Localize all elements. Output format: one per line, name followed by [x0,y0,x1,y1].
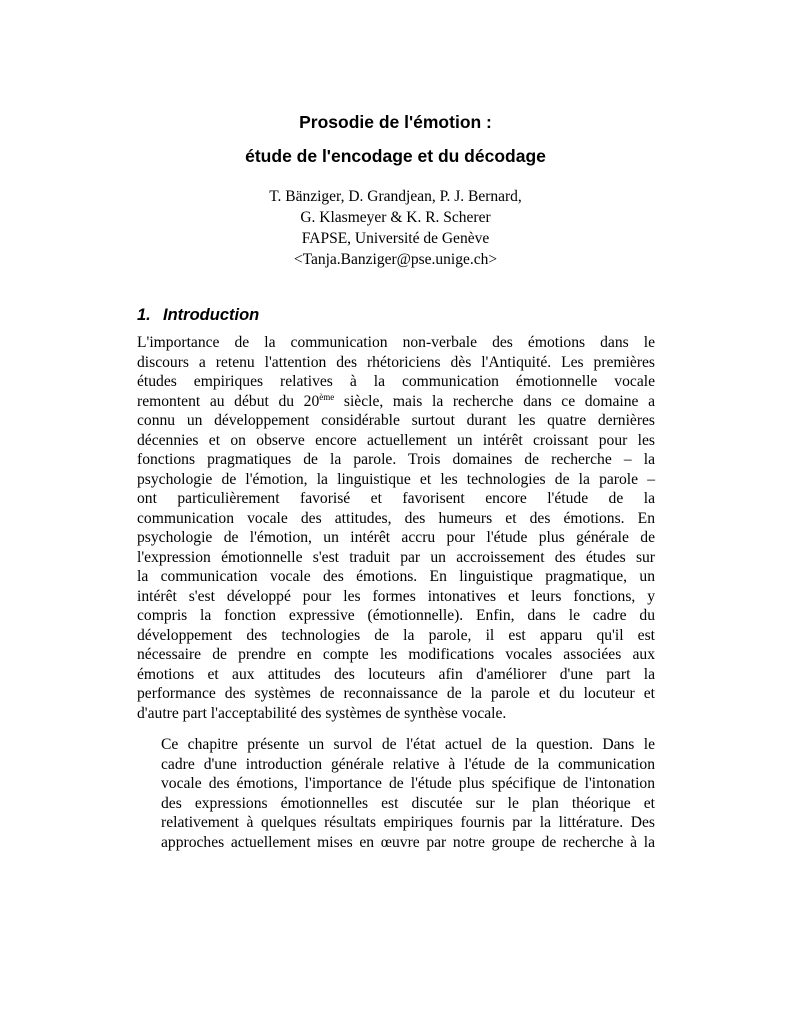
paragraph-1-line: d'autre part l'acceptabilité des systèmes de synthèse vocale. [137,704,507,722]
paragraph-1-line: compris la fonction expressive (émotionnelle). Enfin, dans le cadre du [137,607,655,624]
author-email: <Tanja.Banziger@pse.unige.ch> [293,251,498,268]
paragraph-1-line: L'importance de la communication non-verbale des émotions dans le [137,334,655,351]
section-title: Introduction [163,306,260,324]
paragraph-2-line: des expressions émotionnelles est discutée sur le plan théorique et [161,794,655,812]
paragraph-1 [137,333,655,723]
section-heading [137,306,259,325]
paragraph-1-line: études empiriques relatives à la communication émotionnelle vocale [137,373,655,390]
paragraph-1-line: l'expression émotionnelle s'est traduit par un accroissement des études sur [137,548,655,566]
author-names-line-1: T. Bänziger, D. Grandjean, P. J. Bernard, [269,188,522,205]
paragraph-2 [137,735,655,852]
paragraph-1-line: psychologie de l'émotion, un intérêt accru pour l'étude plus générale de [137,529,655,546]
paragraph-1-line: nécessaire de prendre en compte les modifications vocales associées aux [137,646,655,663]
paragraph-1-line [137,392,655,412]
paragraph-1-line-text: remontent au début du 20 [137,392,320,410]
paragraph-2-line: cadre d'une introduction générale relative à l'étude de la communication [161,755,655,773]
author-names-line-2: G. Klasmeyer & K. R. Scherer [300,209,491,226]
paragraph-1-line: fonctions pragmatiques de la parole. Trois domaines de recherche – la [137,451,655,468]
paragraph-1-line: intérêt s'est développé pour les formes intonatives et leurs fonctions, y [137,587,655,605]
paragraph-1-line: développement des technologies de la parole, il est apparu qu'il est [137,626,655,644]
paragraph-2-line: approches actuellement mises en œuvre par notre groupe de recherche à la [161,833,655,851]
superscript: ème [319,391,335,402]
paragraph-1-line: psychologie de l'émotion, la linguistique et les technologies de la parole – [137,470,655,488]
paragraph-1-line-text: siècle, mais la recherche dans ce domaine a [334,392,655,410]
title-line-2: étude de l'encodage et du décodage [245,146,546,166]
title-line-1: Prosodie de l'émotion : [299,112,492,132]
paragraph-2-line: relativement à quelques résultats empiriques fournis par la littérature. Des [161,814,655,831]
paragraph-1-line: communication vocale des attitudes, des humeurs et des émotions. En [137,509,655,527]
paragraph-1-line: la communication vocale des émotions. En linguistique pragmatique, un [137,568,655,585]
paragraph-1-line: décennies et on observe encore actuellement un intérêt croissant pour les [137,431,655,449]
section-number: 1. [137,306,151,324]
paragraph-1-line: connu un développement considérable surtout durant les quatre dernières [137,412,655,429]
paragraph-1-line: performance des systèmes de reconnaissance de la parole et du locuteur et [137,685,655,702]
paragraph-2-line: Ce chapitre présente un survol de l'état actuel de la question. Dans le [161,736,655,753]
paragraph-2-line: vocale des émotions, l'importance de l'étude plus spécifique de l'intonation [161,775,655,792]
author-block [0,186,791,270]
paragraph-1-line: discours a retenu l'attention des rhétoriciens dès l'Antiquité. Les premières [137,353,655,371]
affiliation: FAPSE, Université de Genève [301,230,490,247]
paragraph-1-line: ont particulièrement favorisé et favorisent encore l'étude de la [137,490,655,507]
paragraph-1-line: émotions et aux attitudes des locuteurs afin d'améliorer d'une part la [137,665,655,683]
